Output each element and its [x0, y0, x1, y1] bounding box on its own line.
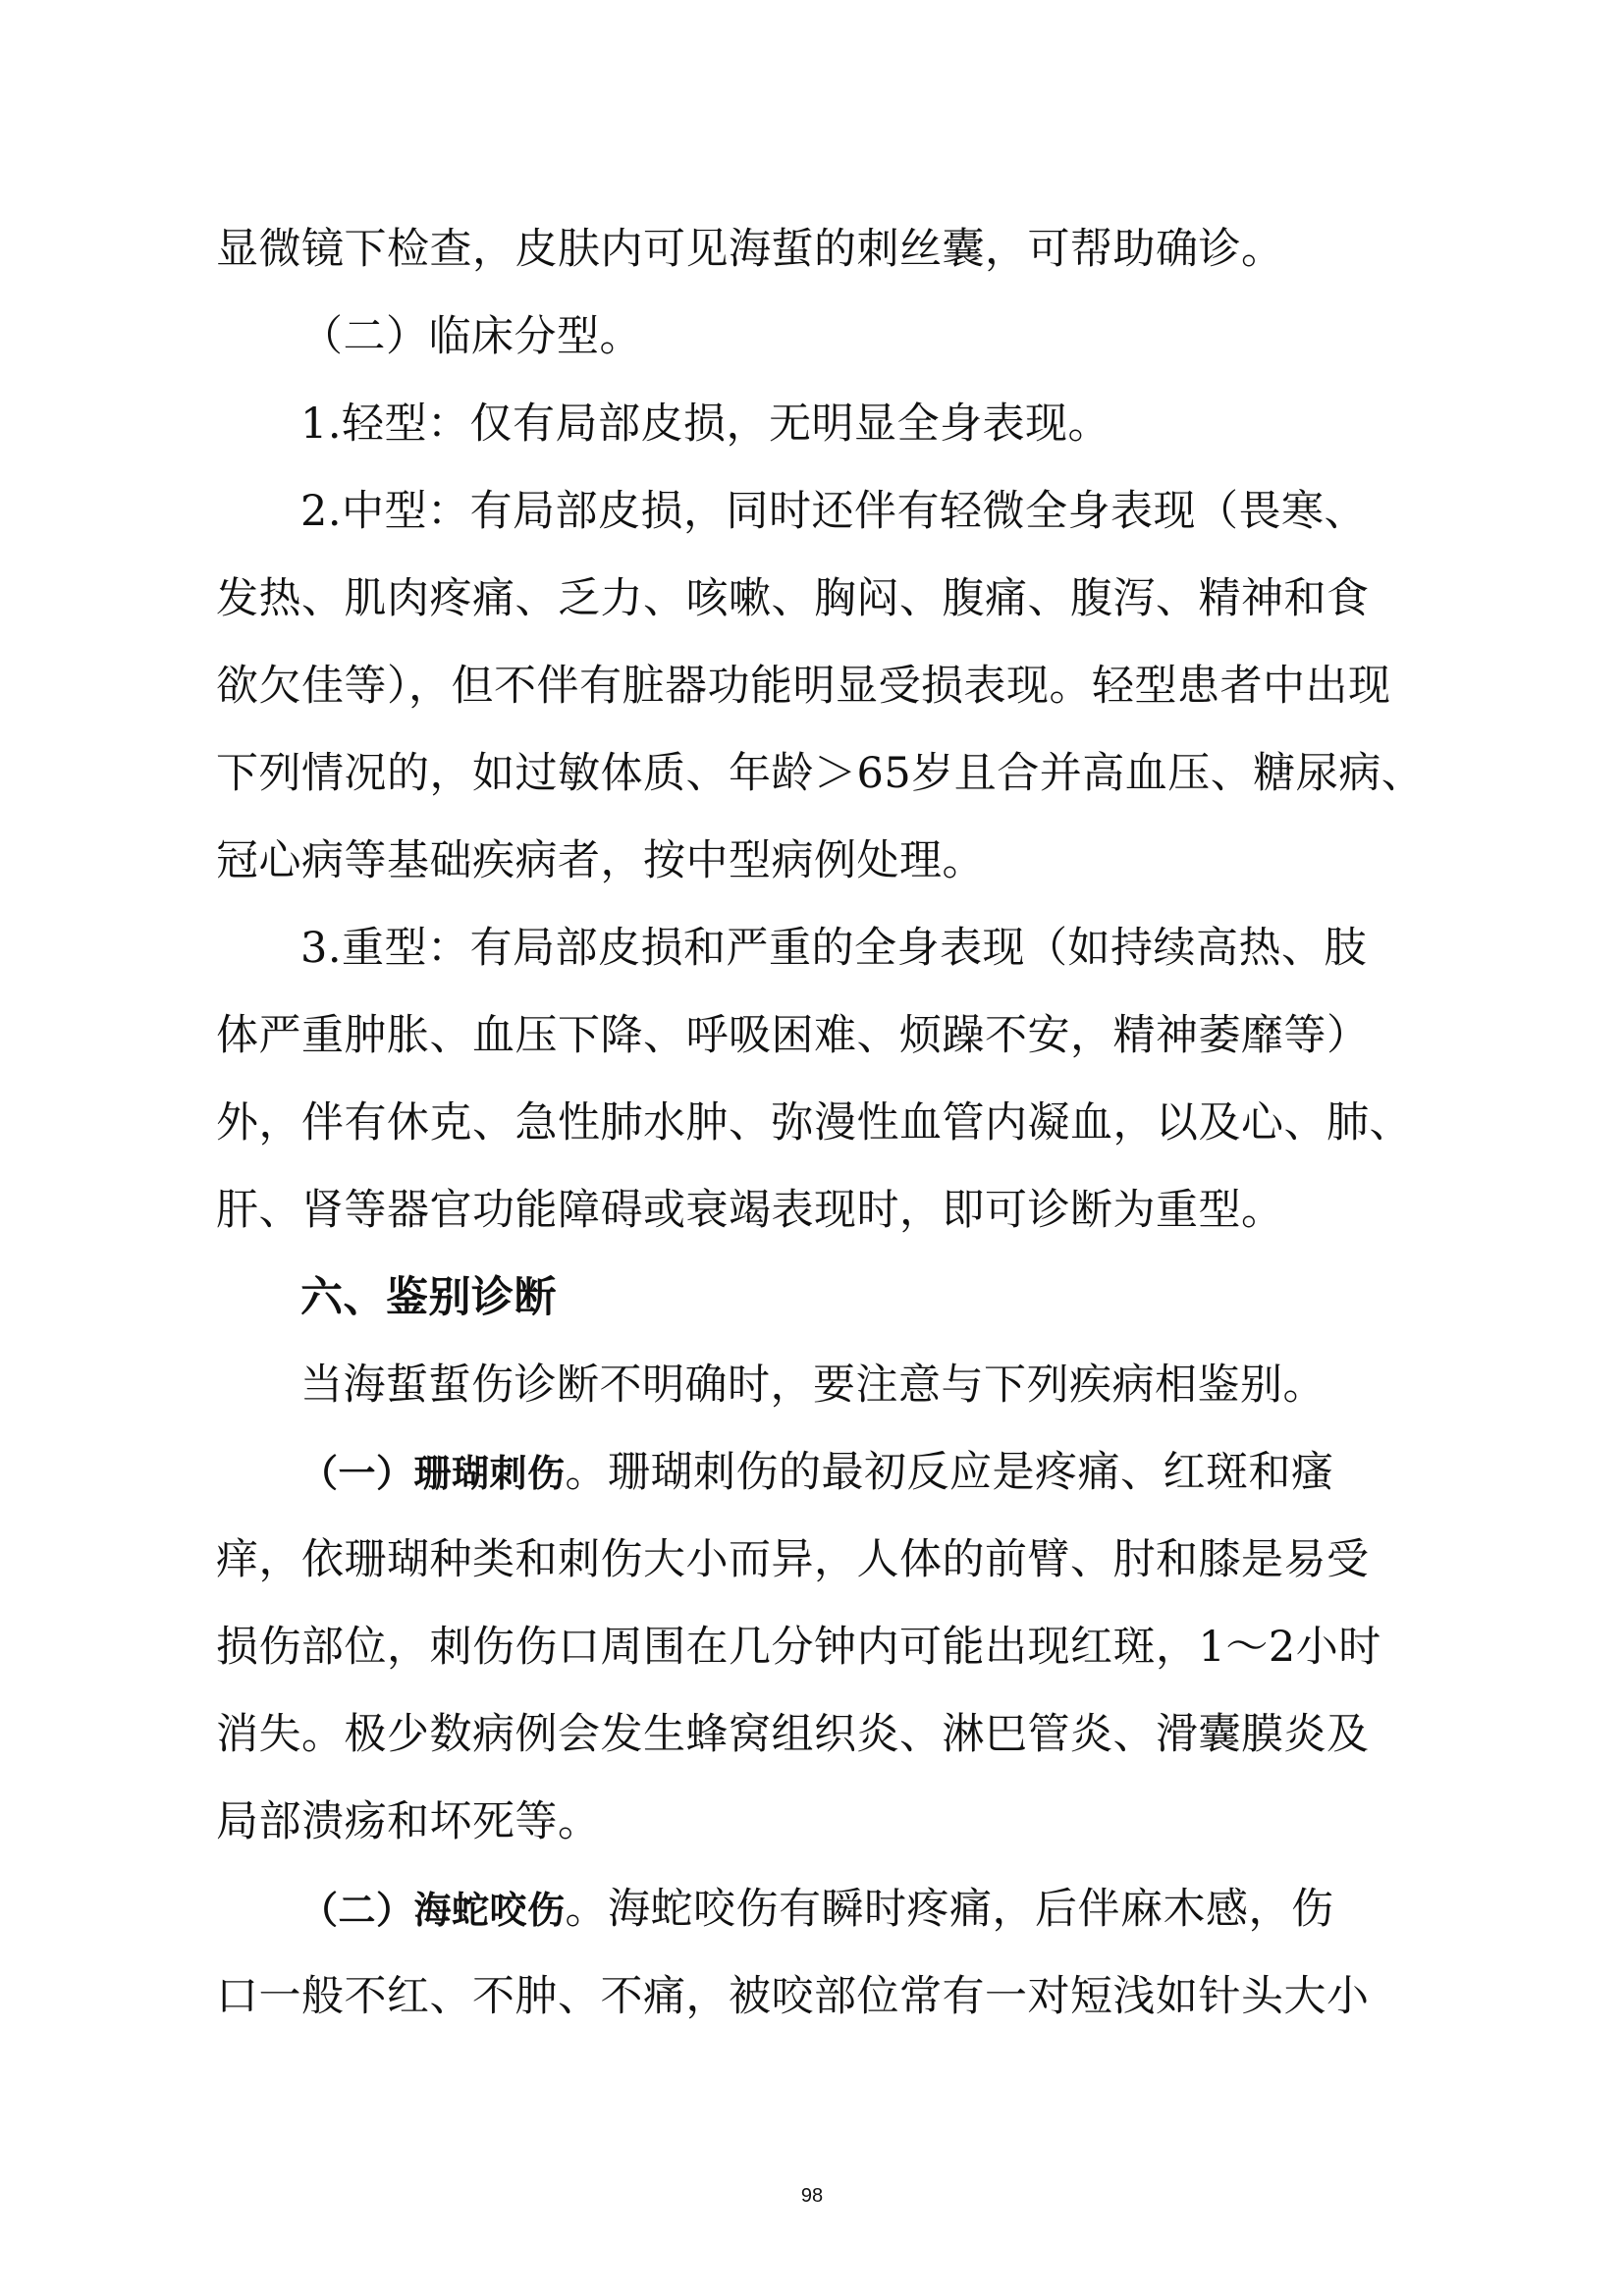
paragraph-line: 显微镜下检查，皮肤内可见海蜇的刺丝囊，可帮助确诊。	[216, 225, 1284, 274]
paragraph-line: 3.重型：有局部皮损和严重的全身表现（如持续高热、肢	[300, 924, 1368, 973]
paragraph-line: 下列情况的，如过敏体质、年龄＞65岁且合并高血压、糖尿病、	[216, 749, 1425, 798]
paragraph-line: 痒，依珊瑚种类和刺伤大小而异，人体的前臂、肘和膝是易受	[216, 1535, 1370, 1584]
paragraph-line: 2.中型：有局部皮损，同时还伴有轻微全身表现（畏寒、	[300, 487, 1368, 536]
paragraph-line: 冠心病等基础疾病者，按中型病例处理。	[216, 836, 985, 885]
page-number: 98	[800, 2185, 824, 2207]
paragraph-line: 1.轻型：仅有局部皮损，无明显全身表现。	[300, 400, 1111, 449]
subheading-clinical-types: （二）临床分型。	[300, 312, 642, 361]
paragraph-line: 外，伴有休克、急性肺水肿、弥漫性血管内凝血，以及心、肺、	[216, 1098, 1412, 1148]
paragraph-line: 当海蜇蜇伤诊断不明确时，要注意与下列疾病相鉴别。	[300, 1361, 1326, 1410]
paragraph-line	[300, 1443, 1334, 1503]
paragraph-text: 。海蛇咬伤有瞬时疼痛，后伴麻木感，伤	[565, 1885, 1334, 1934]
paragraph-line: 局部溃疡和坏死等。	[216, 1797, 601, 1846]
paragraph-line: 消失。极少数病例会发生蜂窝组织炎、淋巴管炎、滑囊膜炎及	[216, 1710, 1370, 1759]
bold-lead-coral: （一）珊瑚刺伤	[300, 1452, 566, 1495]
paragraph-line: 口一般不红、不肿、不痛，被咬部位常有一对短浅如针头大小	[216, 1972, 1370, 2021]
paragraph-line: 损伤部位，刺伤伤口周围在几分钟内可能出现红斑，1～2小时	[216, 1623, 1381, 1672]
paragraph-line: 肝、肾等器官功能障碍或衰竭表现时，即可诊断为重型。	[216, 1186, 1284, 1235]
bold-lead-sea-snake: （二）海蛇咬伤	[300, 1889, 566, 1932]
paragraph-text: 。珊瑚刺伤的最初反应是疼痛、红斑和瘙	[565, 1448, 1334, 1497]
paragraph-line: 体严重肿胀、血压下降、呼吸困难、烦躁不安，精神萎靡等）	[216, 1011, 1370, 1060]
section-heading: 六、鉴别诊断	[300, 1273, 557, 1322]
paragraph-line: 发热、肌肉疼痛、乏力、咳嗽、胸闷、腹痛、腹泻、精神和食	[216, 574, 1370, 623]
paragraph-line	[300, 1880, 1334, 1940]
paragraph-line: 欲欠佳等），但不伴有脏器功能明显受损表现。轻型患者中出现	[216, 662, 1391, 711]
